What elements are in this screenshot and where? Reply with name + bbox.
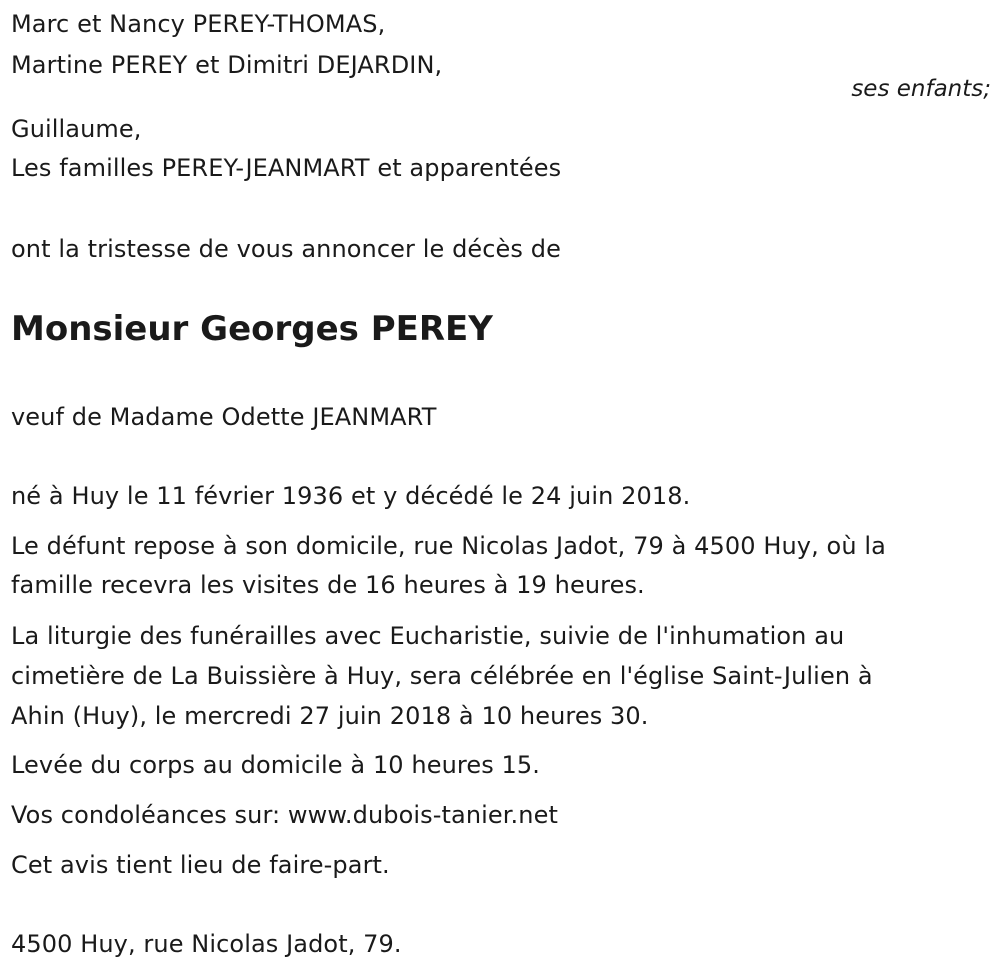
levee-line: Levée du corps au domicile à 10 heures 15. xyxy=(11,751,541,779)
liturgy-line-2: cimetière de La Buissière à Huy, sera célébrée en l'église Saint-Julien à xyxy=(11,662,873,690)
announcement-text: ont la tristesse de vous annoncer le décès de xyxy=(11,235,561,263)
family-line-children-1: Marc et Nancy PEREY-THOMAS, xyxy=(11,10,386,38)
liturgy-line-1: La liturgie des funérailles avec Eucharistie, suivie de l'inhumation au xyxy=(11,622,845,650)
family-line-grandson: Guillaume, xyxy=(11,115,142,143)
spouse-line: veuf de Madame Odette JEANMART xyxy=(11,403,437,431)
birth-death-dates: né à Huy le 11 février 1936 et y décédé le 24 juin 2018. xyxy=(11,482,691,510)
family-line-children-2: Martine PEREY et Dimitri DEJARDIN, xyxy=(11,51,443,79)
repose-line-1: Le défunt repose à son domicile, rue Nicolas Jadot, 79 à 4500 Huy, où la xyxy=(11,532,886,560)
deceased-name: Monsieur Georges PEREY xyxy=(11,309,493,349)
address-line: 4500 Huy, rue Nicolas Jadot, 79. xyxy=(11,930,402,958)
liturgy-line-3: Ahin (Huy), le mercredi 27 juin 2018 à 10 heures 30. xyxy=(11,702,649,730)
obituary-notice xyxy=(11,0,991,979)
faire-part-line: Cet avis tient lieu de faire-part. xyxy=(11,851,390,879)
family-role-label: ses enfants; xyxy=(851,76,991,102)
family-line-relatives: Les familles PEREY-JEANMART et apparentées xyxy=(11,154,562,182)
repose-line-2: famille recevra les visites de 16 heures à 19 heures. xyxy=(11,571,645,599)
condolences-line: Vos condoléances sur: www.dubois-tanier.net xyxy=(11,801,558,829)
